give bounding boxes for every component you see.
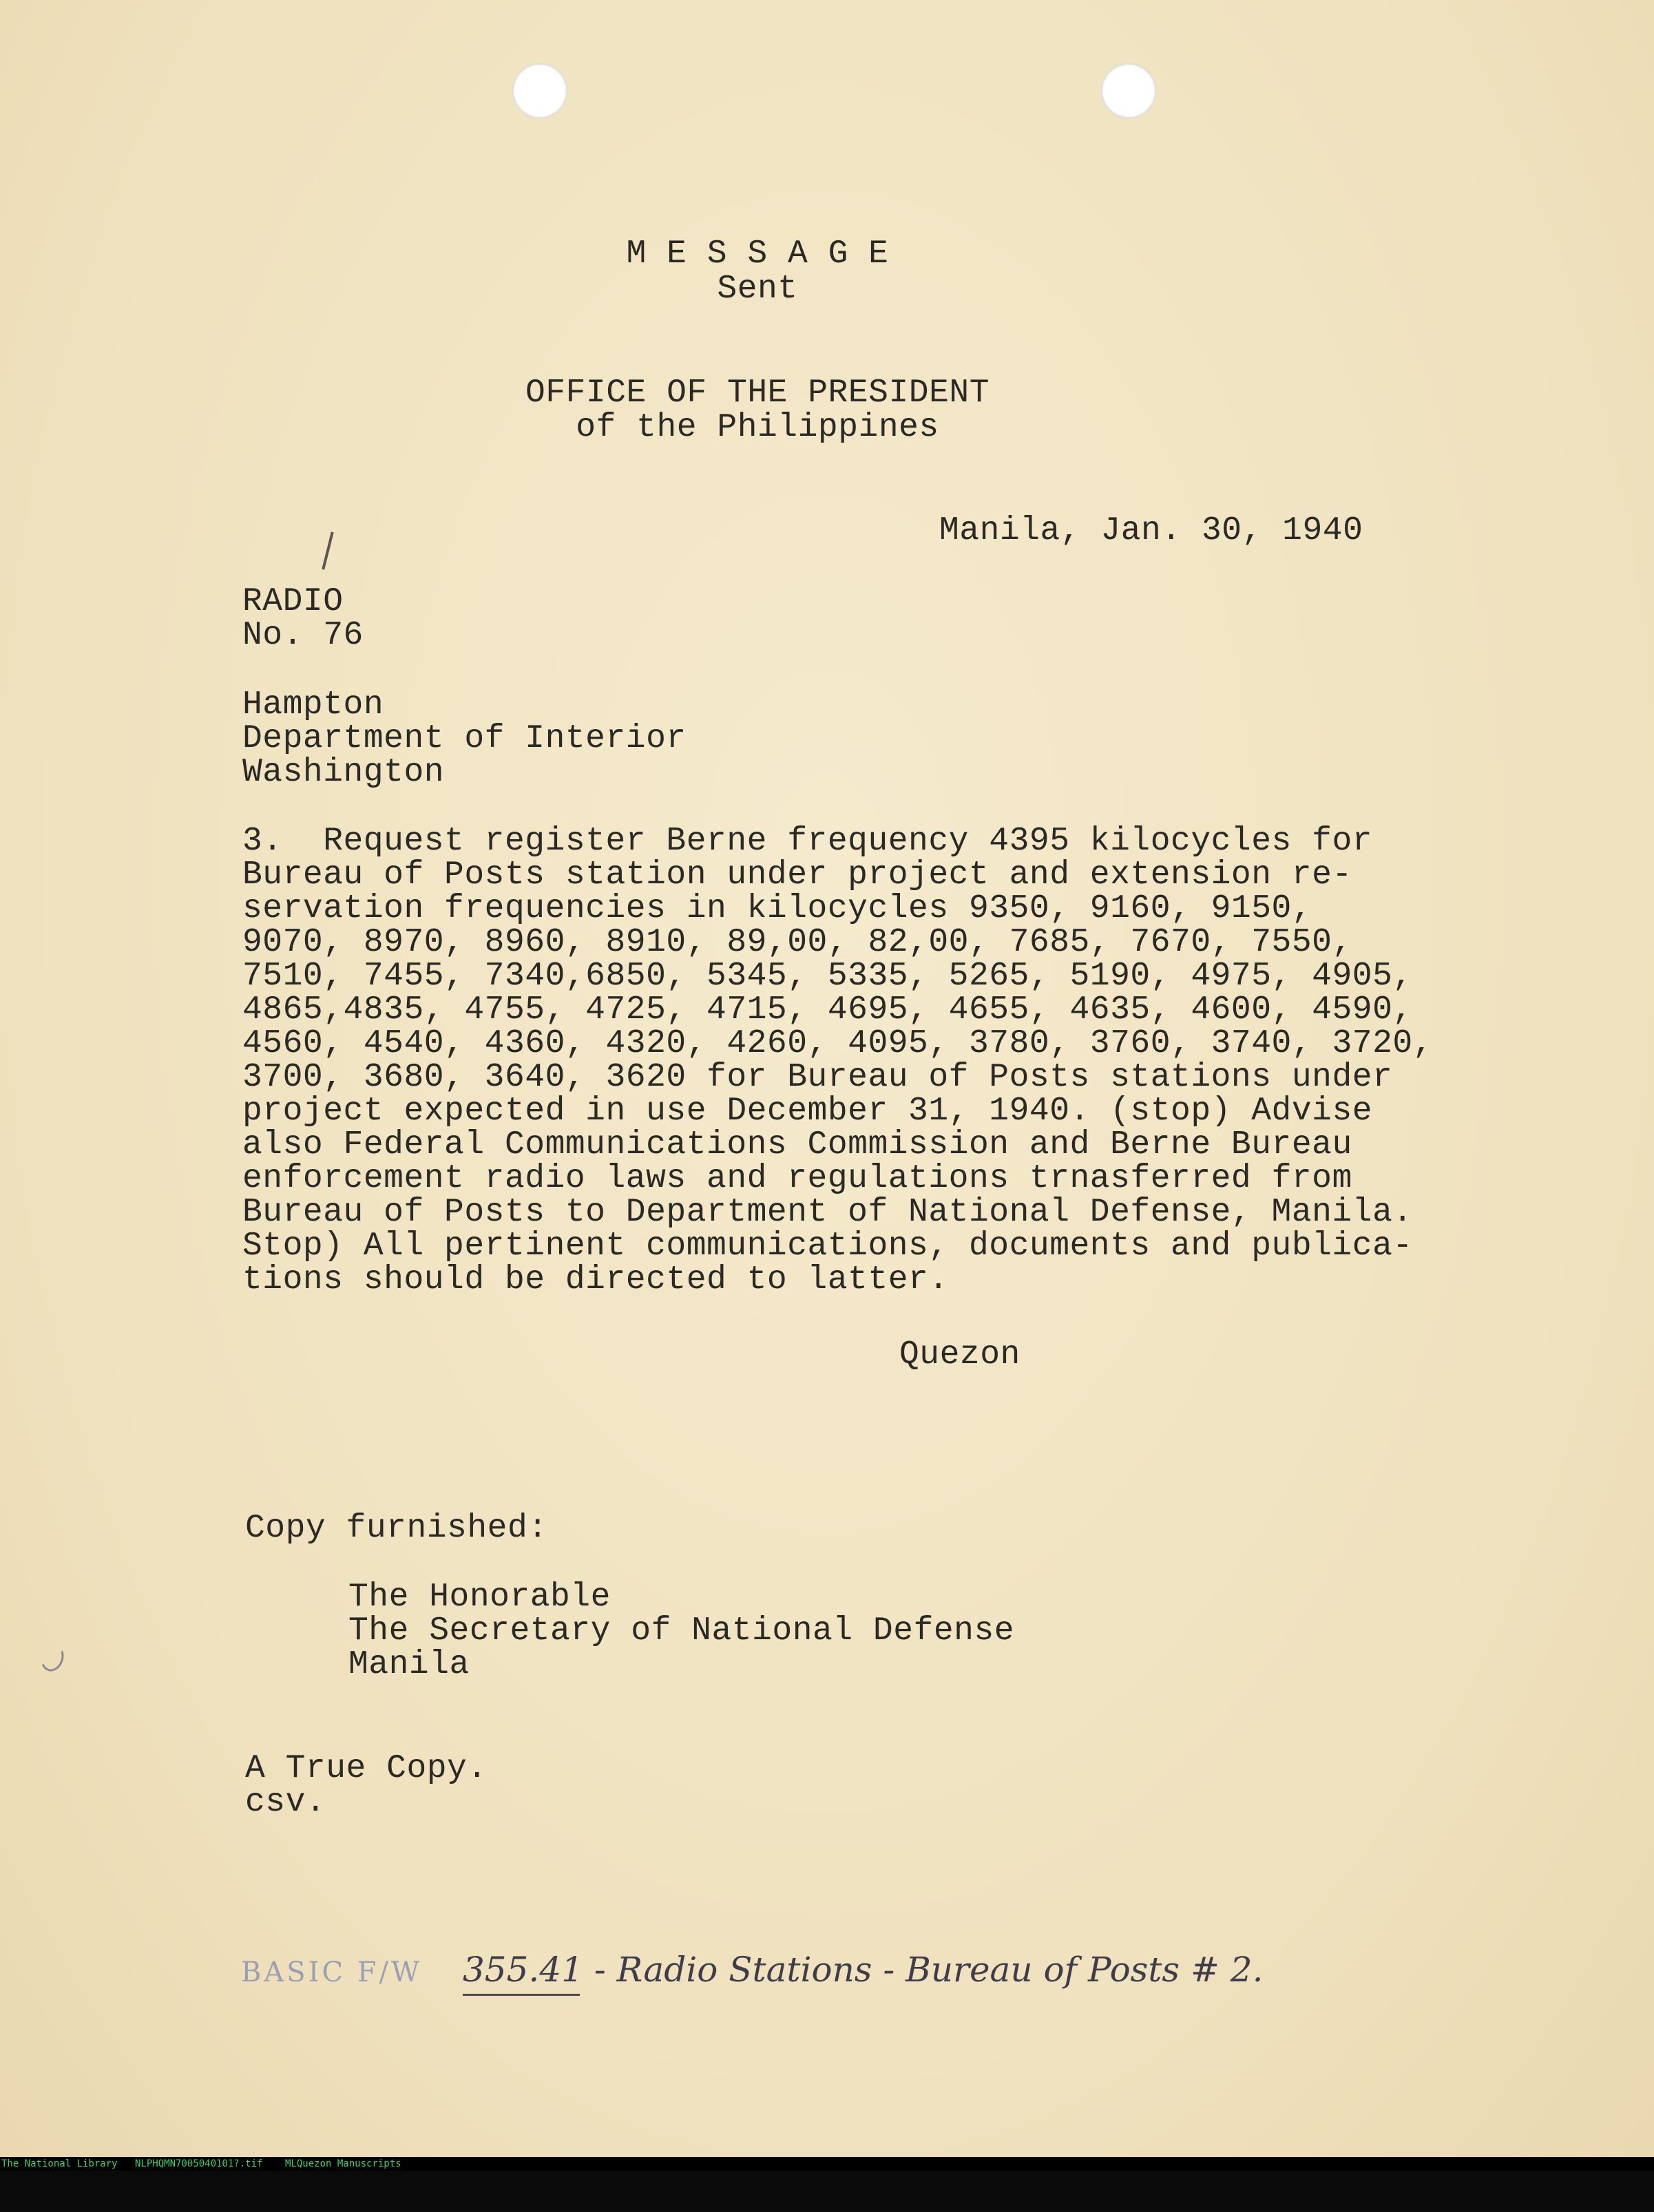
body-line: also Federal Communications Commission and Berne Bureau (242, 1126, 1352, 1163)
copy-recipient-line: The Honorable (348, 1579, 611, 1616)
body-line: servation frequencies in kilocycles 9350, 9160, 9150, (242, 890, 1312, 927)
signature: Quezon (899, 1336, 1020, 1373)
margin-pencil-mark (37, 1641, 67, 1675)
copy-recipient-line: Manila (348, 1646, 470, 1683)
body-line: enforcement radio laws and regulations trnasferred from (242, 1160, 1352, 1197)
body-line: 3. Request register Berne frequency 4395 kilocycles for (242, 823, 1373, 860)
addressee-city: Washington (242, 754, 445, 791)
message-title: M E S S A G E (626, 235, 889, 273)
addressee-department: Department of Interior (242, 720, 687, 757)
true-copy-label: A True Copy. (245, 1750, 488, 1787)
handwritten-underline (463, 1994, 580, 1996)
copy-furnished-label: Copy furnished: (245, 1510, 548, 1547)
body-line: Bureau of Posts to Department of National Defense, Manila. (242, 1194, 1413, 1231)
copy-recipient-line: The Secretary of National Defense (348, 1612, 1015, 1650)
body-line: tions should be directed to latter. (242, 1261, 949, 1298)
body-line: 7510, 7455, 7340,6850, 5345, 5335, 5265, 5190, 4975, 4905, (242, 958, 1413, 995)
typist-initials: csv. (245, 1784, 326, 1821)
body-line: 9070, 8970, 8960, 8910, 89,00, 82,00, 7685, 7670, 7550, (242, 924, 1352, 961)
footer-collection: MLQuezon Manuscripts (285, 2158, 401, 2169)
file-stamp: BASIC F/W (241, 1957, 423, 1988)
office-title: OFFICE OF THE PRESIDENT (525, 375, 990, 412)
office-subtitle: of the Philippines (576, 409, 939, 446)
punch-hole-right (1101, 63, 1156, 118)
body-line: Bureau of Posts station under project and extension re- (242, 856, 1352, 894)
addressee-name: Hampton (242, 686, 384, 724)
dateline: Manila, Jan. 30, 1940 (939, 512, 1363, 549)
footer-file-id: NLPHQMN7005040101?.tif (135, 2158, 263, 2169)
body-line: project expected in use December 31, 1940. (stop) Advise (242, 1093, 1373, 1130)
radio-type: RADIO (242, 583, 344, 620)
radio-number: No. 76 (242, 617, 364, 654)
body-line: 4560, 4540, 4360, 4320, 4260, 4095, 3780, 3760, 3740, 3720, (242, 1025, 1433, 1062)
footer-library: The National Library (1, 2158, 118, 2169)
message-status: Sent (717, 271, 798, 308)
body-line: 3700, 3680, 3640, 3620 for Bureau of Posts stations under (242, 1059, 1393, 1096)
body-line: 4865,4835, 4755, 4725, 4715, 4695, 4655, 4635, 4600, 4590, (242, 991, 1413, 1029)
pen-tick-mark (322, 531, 333, 569)
punch-hole-left (512, 63, 567, 118)
scan-footer (0, 2157, 1654, 2171)
body-line: Stop) All pertinent communications, documents and publica- (242, 1228, 1413, 1265)
handwritten-file-note: 355.41 - Radio Stations - Bureau of Posts # 2. (463, 1950, 1264, 1990)
